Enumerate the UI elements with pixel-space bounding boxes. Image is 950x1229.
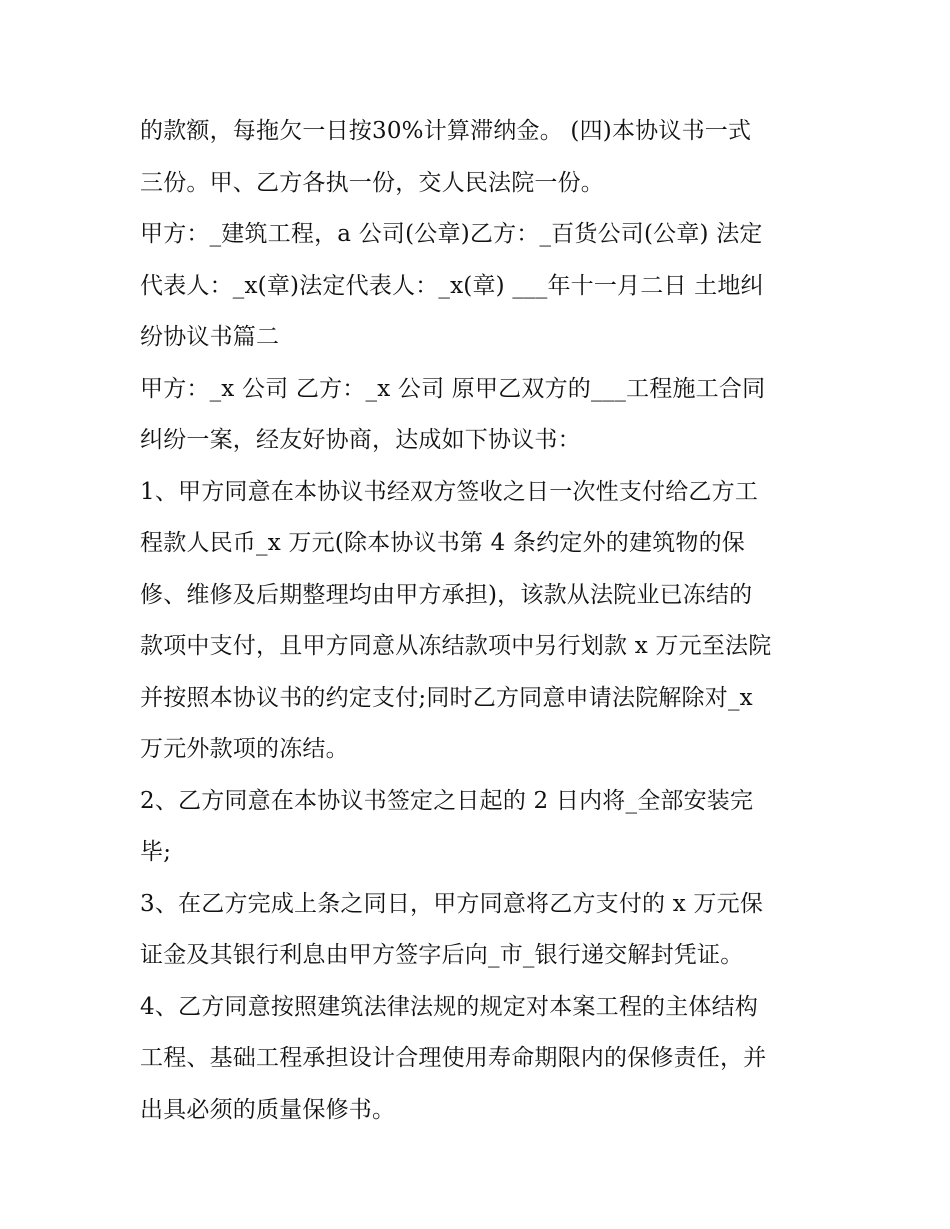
clause-3-line: 3、在乙方完成上条之同日，甲方同意将乙方支付的 x 万元保 — [140, 890, 764, 917]
section-title: 纷协议书篇二 — [140, 324, 280, 350]
clause-2-line: 毕; — [140, 839, 172, 865]
clause-1-line: 程款人民币_x 万元(除本协议书第 4 条约定外的建筑物的保 — [140, 530, 746, 556]
clause-3-line: 证金及其银行利息由甲方签字后向_市_银行递交解封凭证。 — [140, 942, 744, 968]
text-line: 纠纷一案，经友好协商，达成如下协议书： — [140, 427, 581, 453]
text-line: 甲方：_x 公司 乙方：_x 公司 原甲乙双方的___工程施工合同 — [140, 375, 766, 402]
clause-4-line: 出具必须的质量保修书。 — [140, 1096, 396, 1123]
text-line: 代表人：_x(章)法定代表人：_x(章) ___年十一月二日 土地纠 — [140, 272, 764, 299]
text-line: 三份。甲、乙方各执一份，交人民法院一份。 — [140, 169, 604, 196]
document-body — [140, 106, 830, 1136]
clause-1-line: 修、维修及后期整理均由甲方承担)，该款从法院业已冻结的 — [140, 581, 753, 608]
clause-1-line: 万元外款项的冻结。 — [140, 736, 349, 762]
clause-1-line: 款项中支付，且甲方同意从冻结款项中另行划款 x 万元至法院 — [140, 633, 772, 659]
text-line: 甲方：_建筑工程，a 公司(公章)乙方：_百货公司(公章) 法定 — [140, 221, 763, 247]
clause-1-line: 并按照本协议书的约定支付;同时乙方同意申请法院解除对_x — [140, 684, 753, 711]
clause-4-line: 4、乙方同意按照建筑法律法规的规定对本案工程的主体结构 — [140, 993, 759, 1020]
clause-2-line: 2、乙方同意在本协议书签定之日起的 2 日内将_全部安装完 — [140, 787, 754, 814]
clause-4-line: 工程、基础工程承担设计合理使用寿命期限内的保修责任，并 — [140, 1045, 767, 1071]
clause-1-line: 1、甲方同意在本协议书经双方签收之日一次性支付给乙方工 — [140, 478, 759, 505]
text-line: 的款额，每拖欠一日按30%计算滞纳金。 (四)本协议书一式 — [140, 118, 752, 144]
